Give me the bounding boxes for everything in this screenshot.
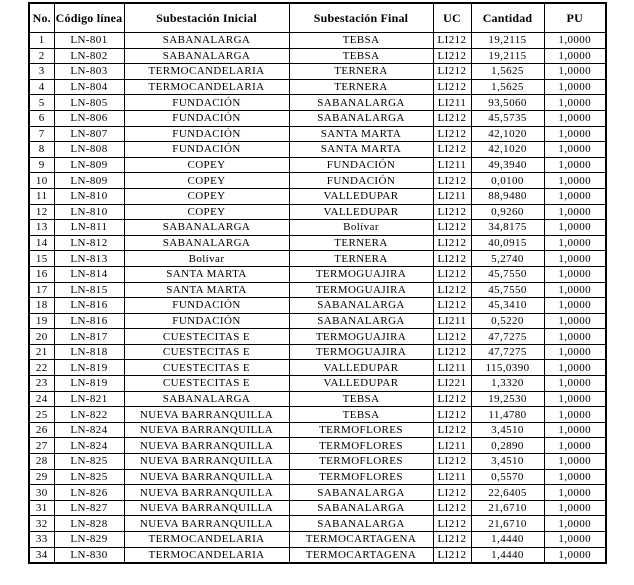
header-codigo: Código línea: [54, 3, 124, 33]
cell-cantidad: 21,6710: [471, 516, 544, 532]
cell-pu: 1,0000: [544, 500, 606, 516]
cell-uc: LI211: [433, 157, 471, 173]
cell-cantidad: 0,5220: [471, 313, 544, 329]
cell-uc: LI211: [433, 438, 471, 454]
cell-cantidad: 42,1020: [471, 142, 544, 158]
cell-codigo: LN-810: [54, 204, 124, 220]
table-row: [29, 360, 606, 376]
cell-uc: LI212: [433, 204, 471, 220]
table-row: [29, 110, 606, 126]
cell-inicial: NUEVA BARRANQUILLA: [124, 469, 289, 485]
cell-pu: 1,0000: [544, 126, 606, 142]
table-row: [29, 220, 606, 236]
cell-inicial: SABANALARGA: [124, 220, 289, 236]
cell-no: 25: [29, 407, 54, 423]
cell-pu: 1,0000: [544, 251, 606, 267]
cell-pu: 1,0000: [544, 282, 606, 298]
cell-no: 34: [29, 547, 54, 563]
cell-final: VALLEDUPAR: [289, 188, 433, 204]
cell-no: 19: [29, 313, 54, 329]
cell-uc: LI211: [433, 188, 471, 204]
cell-inicial: TERMOCANDELARIA: [124, 79, 289, 95]
cell-no: 1: [29, 33, 54, 49]
cell-final: SANTA MARTA: [289, 126, 433, 142]
cell-uc: LI212: [433, 485, 471, 501]
cell-cantidad: 22,6405: [471, 485, 544, 501]
cell-inicial: Bolívar: [124, 251, 289, 267]
table-row: [29, 298, 606, 314]
cell-no: 8: [29, 142, 54, 158]
cell-no: 20: [29, 329, 54, 345]
cell-inicial: COPEY: [124, 188, 289, 204]
cell-inicial: FUNDACIÓN: [124, 95, 289, 111]
cell-uc: LI212: [433, 126, 471, 142]
cell-inicial: NUEVA BARRANQUILLA: [124, 516, 289, 532]
cell-codigo: LN-815: [54, 282, 124, 298]
header-inicial: Subestación Inicial: [124, 3, 289, 33]
table-row: [29, 516, 606, 532]
table-row: [29, 469, 606, 485]
cell-cantidad: 45,7550: [471, 266, 544, 282]
cell-final: TERMOFLORES: [289, 454, 433, 470]
table-row: [29, 485, 606, 501]
cell-codigo: LN-803: [54, 64, 124, 80]
cell-uc: LI221: [433, 376, 471, 392]
cell-cantidad: 21,6710: [471, 500, 544, 516]
cell-pu: 1,0000: [544, 329, 606, 345]
cell-pu: 1,0000: [544, 266, 606, 282]
cell-pu: 1,0000: [544, 298, 606, 314]
cell-no: 10: [29, 173, 54, 189]
cell-final: TERNERA: [289, 251, 433, 267]
cell-final: VALLEDUPAR: [289, 376, 433, 392]
cell-cantidad: 42,1020: [471, 126, 544, 142]
cell-no: 21: [29, 344, 54, 360]
table-row: [29, 251, 606, 267]
cell-pu: 1,0000: [544, 220, 606, 236]
cell-cantidad: 49,3940: [471, 157, 544, 173]
cell-uc: LI212: [433, 64, 471, 80]
table-header-row: [29, 3, 606, 33]
table-row: [29, 454, 606, 470]
cell-codigo: LN-814: [54, 266, 124, 282]
cell-no: 13: [29, 220, 54, 236]
cell-no: 3: [29, 64, 54, 80]
table-row: [29, 376, 606, 392]
cell-inicial: SANTA MARTA: [124, 282, 289, 298]
cell-codigo: LN-817: [54, 329, 124, 345]
cell-codigo: LN-813: [54, 251, 124, 267]
cell-codigo: LN-807: [54, 126, 124, 142]
cell-codigo: LN-809: [54, 157, 124, 173]
cell-no: 12: [29, 204, 54, 220]
cell-cantidad: 45,5735: [471, 110, 544, 126]
cell-no: 26: [29, 422, 54, 438]
table-row: [29, 313, 606, 329]
cell-final: FUNDACIÓN: [289, 173, 433, 189]
cell-no: 14: [29, 235, 54, 251]
table-row: [29, 157, 606, 173]
cell-cantidad: 1,4440: [471, 532, 544, 548]
cell-uc: LI212: [433, 220, 471, 236]
cell-inicial: NUEVA BARRANQUILLA: [124, 454, 289, 470]
cell-pu: 1,0000: [544, 376, 606, 392]
table-row: [29, 142, 606, 158]
table-row: [29, 329, 606, 345]
cell-codigo: LN-818: [54, 344, 124, 360]
cell-codigo: LN-821: [54, 391, 124, 407]
cell-codigo: LN-812: [54, 235, 124, 251]
cell-uc: LI212: [433, 454, 471, 470]
table-row: [29, 282, 606, 298]
cell-pu: 1,0000: [544, 516, 606, 532]
cell-pu: 1,0000: [544, 235, 606, 251]
cell-cantidad: 88,9480: [471, 188, 544, 204]
table-row: [29, 64, 606, 80]
cell-no: 31: [29, 500, 54, 516]
cell-uc: LI212: [433, 344, 471, 360]
cell-no: 23: [29, 376, 54, 392]
cell-final: Bolívar: [289, 220, 433, 236]
cell-uc: LI212: [433, 48, 471, 64]
cell-inicial: CUESTECITAS E: [124, 344, 289, 360]
cell-uc: LI212: [433, 266, 471, 282]
cell-uc: LI212: [433, 329, 471, 345]
cell-inicial: COPEY: [124, 173, 289, 189]
cell-codigo: LN-809: [54, 173, 124, 189]
cell-codigo: LN-802: [54, 48, 124, 64]
header-pu: PU: [544, 3, 606, 33]
cell-final: SABANALARGA: [289, 500, 433, 516]
cell-uc: LI212: [433, 391, 471, 407]
cell-uc: LI212: [433, 282, 471, 298]
cell-no: 18: [29, 298, 54, 314]
cell-inicial: TERMOCANDELARIA: [124, 532, 289, 548]
header-cantidad: Cantidad: [471, 3, 544, 33]
cell-final: TERMOGUAJIRA: [289, 266, 433, 282]
cell-final: TERNERA: [289, 235, 433, 251]
cell-inicial: SABANALARGA: [124, 48, 289, 64]
cell-final: SABANALARGA: [289, 95, 433, 111]
cell-cantidad: 0,0100: [471, 173, 544, 189]
cell-codigo: LN-828: [54, 516, 124, 532]
cell-pu: 1,0000: [544, 95, 606, 111]
cell-no: 15: [29, 251, 54, 267]
cell-uc: LI212: [433, 407, 471, 423]
cell-uc: LI212: [433, 422, 471, 438]
header-final: Subestación Final: [289, 3, 433, 33]
table-row: [29, 422, 606, 438]
cell-cantidad: 0,5570: [471, 469, 544, 485]
cell-codigo: LN-829: [54, 532, 124, 548]
cell-codigo: LN-830: [54, 547, 124, 563]
cell-uc: LI212: [433, 79, 471, 95]
cell-codigo: LN-825: [54, 469, 124, 485]
cell-pu: 1,0000: [544, 391, 606, 407]
cell-pu: 1,0000: [544, 547, 606, 563]
cell-codigo: LN-816: [54, 313, 124, 329]
cell-cantidad: 3,4510: [471, 422, 544, 438]
cell-final: TERNERA: [289, 79, 433, 95]
cell-no: 22: [29, 360, 54, 376]
cell-final: SABANALARGA: [289, 516, 433, 532]
cell-pu: 1,0000: [544, 173, 606, 189]
table-row: [29, 500, 606, 516]
cell-no: 2: [29, 48, 54, 64]
cell-final: SANTA MARTA: [289, 142, 433, 158]
table-row: [29, 95, 606, 111]
cell-uc: LI212: [433, 516, 471, 532]
cell-cantidad: 40,0915: [471, 235, 544, 251]
table-row: [29, 391, 606, 407]
cell-cantidad: 19,2115: [471, 33, 544, 49]
cell-cantidad: 47,7275: [471, 344, 544, 360]
cell-cantidad: 0,2890: [471, 438, 544, 454]
cell-cantidad: 93,5060: [471, 95, 544, 111]
cell-codigo: LN-810: [54, 188, 124, 204]
cell-inicial: CUESTECITAS E: [124, 376, 289, 392]
substation-lines-table: [28, 2, 607, 564]
cell-pu: 1,0000: [544, 157, 606, 173]
table-row: [29, 438, 606, 454]
cell-inicial: CUESTECITAS E: [124, 360, 289, 376]
cell-final: VALLEDUPAR: [289, 204, 433, 220]
cell-codigo: LN-808: [54, 142, 124, 158]
cell-uc: LI212: [433, 500, 471, 516]
cell-inicial: COPEY: [124, 157, 289, 173]
cell-uc: LI211: [433, 313, 471, 329]
cell-inicial: FUNDACIÓN: [124, 142, 289, 158]
header-uc: UC: [433, 3, 471, 33]
cell-pu: 1,0000: [544, 532, 606, 548]
cell-cantidad: 5,2740: [471, 251, 544, 267]
cell-uc: LI212: [433, 142, 471, 158]
cell-uc: LI212: [433, 33, 471, 49]
cell-cantidad: 3,4510: [471, 454, 544, 470]
cell-final: FUNDACIÓN: [289, 157, 433, 173]
cell-final: TERMOCARTAGENA: [289, 532, 433, 548]
cell-cantidad: 1,5625: [471, 64, 544, 80]
table-row: [29, 235, 606, 251]
cell-codigo: LN-801: [54, 33, 124, 49]
cell-codigo: LN-826: [54, 485, 124, 501]
cell-codigo: LN-822: [54, 407, 124, 423]
cell-pu: 1,0000: [544, 313, 606, 329]
cell-inicial: SABANALARGA: [124, 391, 289, 407]
cell-pu: 1,0000: [544, 110, 606, 126]
cell-codigo: LN-819: [54, 360, 124, 376]
cell-pu: 1,0000: [544, 142, 606, 158]
cell-final: SABANALARGA: [289, 110, 433, 126]
cell-uc: LI212: [433, 298, 471, 314]
table-row: [29, 188, 606, 204]
cell-uc: LI212: [433, 532, 471, 548]
cell-cantidad: 1,4440: [471, 547, 544, 563]
cell-inicial: SABANALARGA: [124, 33, 289, 49]
table-row: [29, 407, 606, 423]
cell-cantidad: 19,2530: [471, 391, 544, 407]
cell-pu: 1,0000: [544, 33, 606, 49]
cell-inicial: FUNDACIÓN: [124, 313, 289, 329]
cell-pu: 1,0000: [544, 407, 606, 423]
cell-cantidad: 34,8175: [471, 220, 544, 236]
cell-no: 28: [29, 454, 54, 470]
cell-inicial: FUNDACIÓN: [124, 298, 289, 314]
cell-uc: LI212: [433, 547, 471, 563]
cell-uc: LI212: [433, 110, 471, 126]
cell-no: 33: [29, 532, 54, 548]
cell-codigo: LN-825: [54, 454, 124, 470]
cell-inicial: FUNDACIÓN: [124, 110, 289, 126]
cell-no: 4: [29, 79, 54, 95]
cell-inicial: SANTA MARTA: [124, 266, 289, 282]
cell-no: 9: [29, 157, 54, 173]
cell-pu: 1,0000: [544, 188, 606, 204]
cell-inicial: TERMOCANDELARIA: [124, 547, 289, 563]
cell-codigo: LN-827: [54, 500, 124, 516]
cell-inicial: NUEVA BARRANQUILLA: [124, 485, 289, 501]
cell-cantidad: 115,0390: [471, 360, 544, 376]
cell-pu: 1,0000: [544, 485, 606, 501]
cell-codigo: LN-804: [54, 79, 124, 95]
cell-cantidad: 45,7550: [471, 282, 544, 298]
cell-final: TERNERA: [289, 64, 433, 80]
table-row: [29, 79, 606, 95]
table-row: [29, 48, 606, 64]
cell-codigo: LN-806: [54, 110, 124, 126]
cell-uc: LI211: [433, 360, 471, 376]
table-row: [29, 126, 606, 142]
cell-cantidad: 19,2115: [471, 48, 544, 64]
cell-final: TERMOGUAJIRA: [289, 282, 433, 298]
cell-inicial: NUEVA BARRANQUILLA: [124, 407, 289, 423]
table-body: [29, 33, 606, 564]
cell-pu: 1,0000: [544, 469, 606, 485]
cell-no: 6: [29, 110, 54, 126]
table-row: [29, 266, 606, 282]
cell-cantidad: 1,3320: [471, 376, 544, 392]
cell-final: TEBSA: [289, 33, 433, 49]
cell-no: 5: [29, 95, 54, 111]
cell-inicial: TERMOCANDELARIA: [124, 64, 289, 80]
cell-cantidad: 0,9260: [471, 204, 544, 220]
cell-final: TERMOFLORES: [289, 469, 433, 485]
cell-final: TEBSA: [289, 407, 433, 423]
table-row: [29, 547, 606, 563]
cell-inicial: NUEVA BARRANQUILLA: [124, 438, 289, 454]
cell-final: TEBSA: [289, 391, 433, 407]
cell-codigo: LN-811: [54, 220, 124, 236]
cell-inicial: SABANALARGA: [124, 235, 289, 251]
cell-final: SABANALARGA: [289, 485, 433, 501]
cell-final: TEBSA: [289, 48, 433, 64]
cell-cantidad: 11,4780: [471, 407, 544, 423]
cell-pu: 1,0000: [544, 344, 606, 360]
cell-uc: LI212: [433, 251, 471, 267]
cell-pu: 1,0000: [544, 454, 606, 470]
cell-codigo: LN-816: [54, 298, 124, 314]
cell-inicial: FUNDACIÓN: [124, 126, 289, 142]
cell-pu: 1,0000: [544, 360, 606, 376]
header-no: No.: [29, 3, 54, 33]
cell-cantidad: 47,7275: [471, 329, 544, 345]
table-row: [29, 532, 606, 548]
cell-pu: 1,0000: [544, 422, 606, 438]
cell-codigo: LN-824: [54, 422, 124, 438]
cell-final: VALLEDUPAR: [289, 360, 433, 376]
cell-no: 30: [29, 485, 54, 501]
cell-no: 17: [29, 282, 54, 298]
cell-inicial: CUESTECITAS E: [124, 329, 289, 345]
cell-pu: 1,0000: [544, 204, 606, 220]
cell-cantidad: 1,5625: [471, 79, 544, 95]
cell-final: TERMOCARTAGENA: [289, 547, 433, 563]
table-row: [29, 204, 606, 220]
cell-pu: 1,0000: [544, 64, 606, 80]
cell-no: 24: [29, 391, 54, 407]
cell-inicial: NUEVA BARRANQUILLA: [124, 422, 289, 438]
cell-final: SABANALARGA: [289, 298, 433, 314]
cell-codigo: LN-805: [54, 95, 124, 111]
cell-uc: LI211: [433, 469, 471, 485]
cell-no: 29: [29, 469, 54, 485]
cell-pu: 1,0000: [544, 438, 606, 454]
cell-final: TERMOFLORES: [289, 422, 433, 438]
cell-no: 27: [29, 438, 54, 454]
cell-final: TERMOFLORES: [289, 438, 433, 454]
cell-no: 11: [29, 188, 54, 204]
cell-pu: 1,0000: [544, 48, 606, 64]
cell-no: 16: [29, 266, 54, 282]
table-row: [29, 344, 606, 360]
cell-final: TERMOGUAJIRA: [289, 344, 433, 360]
cell-pu: 1,0000: [544, 79, 606, 95]
cell-cantidad: 45,3410: [471, 298, 544, 314]
cell-no: 32: [29, 516, 54, 532]
table-row: [29, 33, 606, 49]
cell-uc: LI212: [433, 235, 471, 251]
cell-inicial: NUEVA BARRANQUILLA: [124, 500, 289, 516]
cell-codigo: LN-824: [54, 438, 124, 454]
cell-no: 7: [29, 126, 54, 142]
cell-codigo: LN-819: [54, 376, 124, 392]
cell-uc: LI212: [433, 173, 471, 189]
cell-inicial: COPEY: [124, 204, 289, 220]
cell-final: SABANALARGA: [289, 313, 433, 329]
cell-uc: LI211: [433, 95, 471, 111]
table-row: [29, 173, 606, 189]
cell-final: TERMOGUAJIRA: [289, 329, 433, 345]
